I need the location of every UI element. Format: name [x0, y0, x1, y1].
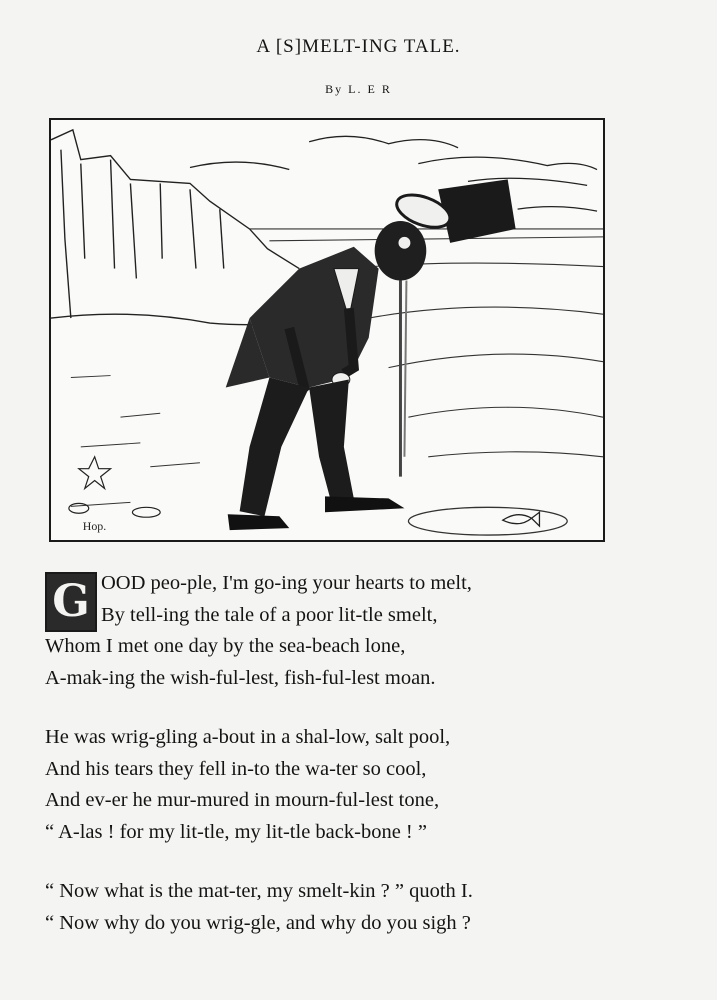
- poem-text: [45, 568, 645, 967]
- bowing-man-figure: [226, 179, 516, 530]
- illuminated-dropcap: G: [45, 572, 97, 632]
- artist-signature: Hop.: [82, 519, 107, 534]
- poem-line: By tell-ing the tale of a poor lit-tle smelt,: [101, 603, 438, 626]
- illustration-drawing: [51, 120, 603, 540]
- poem-line: Whom I met one day by the sea-beach lone,: [45, 635, 406, 657]
- engraving-illustration: [49, 118, 605, 542]
- poem-line: And ev-er he mur-mured in mourn-ful-lest tone,: [45, 789, 440, 811]
- poem-line: “ Now why do you wrig-gle, and why do you sigh ?: [45, 911, 471, 934]
- poem-line: A-mak-ing the wish-ful-lest, fish-ful-lest moan.: [45, 666, 436, 689]
- starfish-icon: [79, 457, 111, 489]
- stanza-1: [45, 568, 645, 694]
- poem-line: He was wrig-gling a-bout in a shal-low, salt pool,: [45, 726, 451, 748]
- poem-line: “ Now what is the mat-ter, my smelt-kin ? ” quoth I.: [45, 880, 473, 902]
- author-byline: By L. E R: [325, 82, 392, 96]
- stanza-2: [45, 722, 645, 848]
- stanza-3: [45, 876, 645, 939]
- poem-line: And his tears they fell in-to the wa-ter so cool,: [45, 757, 427, 780]
- poem-line: “ A-las ! for my lit-tle, my lit-tle back-bone ! ”: [45, 820, 427, 843]
- poem-line: OOD peo-ple, I'm go-ing your hearts to melt,: [101, 572, 472, 594]
- page-title: A [S]MELT-ING TALE.: [256, 36, 461, 57]
- smelt-fish-icon: [503, 512, 540, 526]
